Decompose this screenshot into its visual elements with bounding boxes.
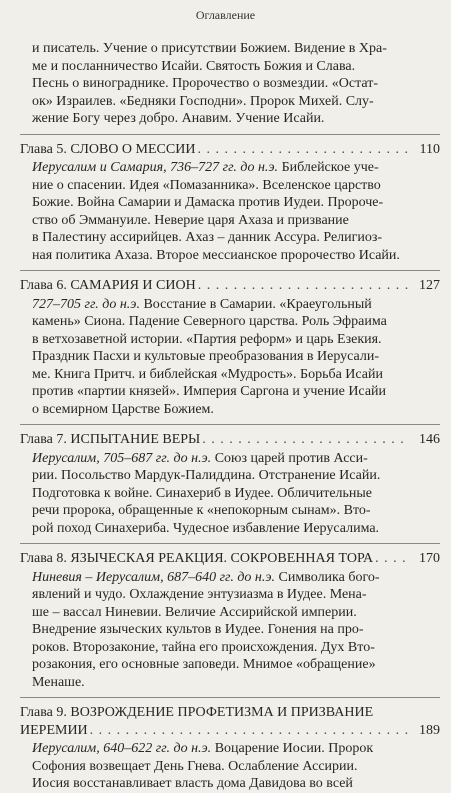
- toc-entry-chapter-8[interactable]: [20, 550, 440, 568]
- chapter-page: 127: [419, 278, 440, 293]
- text-line: ме и посланничество Исайи. Святость Божия и Слава.: [32, 58, 356, 74]
- chapter-page: 110: [419, 141, 440, 157]
- place-date: Ниневия – Иерусалим, 687–640 гг. до н.э.: [32, 569, 276, 585]
- leader-dots: [198, 277, 410, 295]
- chapter-title: Глава 9. ВОЗРОЖДЕНИЕ ПРОФЕТИЗМА И ПРИЗВАНИЕ: [20, 705, 374, 720]
- toc-entry-chapter-5[interactable]: [20, 141, 440, 159]
- toc-entry-chapter-6[interactable]: [20, 277, 440, 295]
- divider: [20, 697, 440, 698]
- text-line: в Палестину ассирийцев. Ахаз – данник Ассура. Религиоз-: [32, 230, 383, 245]
- chapter-title-continued: ИЕРЕМИИ: [20, 722, 88, 738]
- chapter-summary: [20, 740, 440, 793]
- text-line: ме. Книга Притч. и библейская «Мудрость». Борьба Исайи: [32, 366, 384, 382]
- intro-paragraph: [20, 40, 440, 128]
- toc-entry-chapter-9[interactable]: [20, 704, 440, 739]
- chapter-summary: [20, 159, 440, 264]
- text-line: ше – вассал Ниневии. Величие Ассирийской империи.: [32, 604, 357, 620]
- text-line: явлений и чудо. Охлаждение энтузиазма в Иудее. Мена-: [32, 587, 367, 602]
- place-date: Иерусалим и Самария, 736–727 гг. до н.э.: [32, 160, 279, 175]
- chapter-summary: [20, 569, 440, 692]
- leader-dots: [197, 141, 410, 159]
- text-line: Праздник Пасхи и культовые преобразования в Иерусали-: [32, 349, 380, 364]
- text-line: о всемирном Царстве Божием.: [32, 401, 214, 417]
- text-line: роков. Второзаконие, тайна его происхождения. Дух Вто-: [32, 639, 375, 655]
- text-line: рой поход Синахериба. Чудесное избавление Иерусалима.: [32, 520, 380, 536]
- text-line: Воцарение Иосии. Пророк: [211, 741, 374, 756]
- text-line: Символика бого-: [275, 569, 380, 585]
- chapter-title: Глава 8. ЯЗЫЧЕСКАЯ РЕАКЦИЯ. СОКРОВЕННАЯ ТОРА: [20, 551, 374, 566]
- text-line: ок» Израилев. «Бедняки Господни». Пророк Михей. Слу-: [32, 93, 374, 109]
- leader-dots: [202, 431, 410, 449]
- text-line: речи пророка, обращенные к «непокорным сынам». Вто-: [32, 503, 371, 518]
- text-line: рии. Посольство Мардук-Палиддина. Отстранение Исайи.: [32, 468, 381, 483]
- text-line: Иосия восстанавливает власть дома Давидова во всей: [32, 776, 353, 791]
- chapter-page: 170: [419, 551, 440, 566]
- text-line: Библейское уче-: [278, 160, 379, 175]
- leader-dots: [90, 722, 410, 740]
- text-line: жение Богу через добро. Анавим. Учение Исайи.: [32, 111, 325, 126]
- text-line: ная политика Ахаза. Второе мессианское пророчество Исайи.: [32, 247, 400, 263]
- text-line: против «партии князей». Империя Саргона и учение Исайи: [32, 384, 387, 399]
- place-date: Иерусалим, 640–622 гг. до н.э.: [32, 741, 212, 756]
- text-line: Подготовка к войне. Синахериб в Иудее. Обличительные: [32, 485, 373, 501]
- text-line: Софония возвещает День Гнева. Ослабление Ассирии.: [32, 758, 358, 774]
- divider: [20, 543, 440, 544]
- text-line: камень» Сиона. Падение Северного царства. Роль Эфраима: [32, 314, 387, 329]
- toc-entry-chapter-7[interactable]: [20, 431, 440, 449]
- text-line: и писатель. Учение о присутствии Божием. Видение в Хра-: [32, 41, 387, 56]
- divider: [20, 270, 440, 271]
- running-title: Оглавление: [195, 8, 256, 22]
- text-line: розакония, его основные заповеди. Мнимое «обращение»: [32, 657, 376, 672]
- chapter-title: Глава 7. ИСПЫТАНИЕ ВЕРЫ: [20, 432, 201, 447]
- text-line: Союз царей против Асси-: [211, 450, 368, 466]
- divider: [20, 134, 440, 135]
- text-line: Божие. Война Самарии и Дамаска против Иудеи. Пророче-: [32, 195, 384, 210]
- text-line: Внедрение языческих культов в Иудее. Гонения на про-: [32, 622, 364, 637]
- text-line: Песнь о винограднике. Пророчество о возмездии. «Остат-: [32, 76, 379, 91]
- chapter-title: Глава 6. САМАРИЯ И СИОН: [20, 278, 196, 293]
- chapter-summary: [20, 450, 440, 538]
- toc-body: [20, 40, 440, 793]
- chapter-page: 189: [419, 722, 440, 738]
- place-date: 727–705 гг. до н.э.: [32, 296, 140, 312]
- text-line: в ветхозаветной истории. «Партия реформ» и царь Езекия.: [32, 331, 382, 347]
- place-date: Иерусалим, 705–687 гг. до н.э.: [32, 450, 212, 466]
- text-line: Восстание в Самарии. «Краеугольный: [139, 296, 372, 312]
- text-line: Менаше.: [32, 674, 85, 690]
- text-line: ние о спасении. Идея «Помазанника». Вселенское царство: [32, 177, 381, 193]
- chapter-summary: [20, 296, 440, 419]
- chapter-page: 146: [419, 432, 440, 447]
- chapter-title: Глава 5. СЛОВО О МЕССИИ: [20, 141, 196, 157]
- text-line: ство об Эммануиле. Неверие царя Ахаза и призвание: [32, 212, 349, 228]
- divider: [20, 424, 440, 425]
- leader-dots: [375, 550, 410, 568]
